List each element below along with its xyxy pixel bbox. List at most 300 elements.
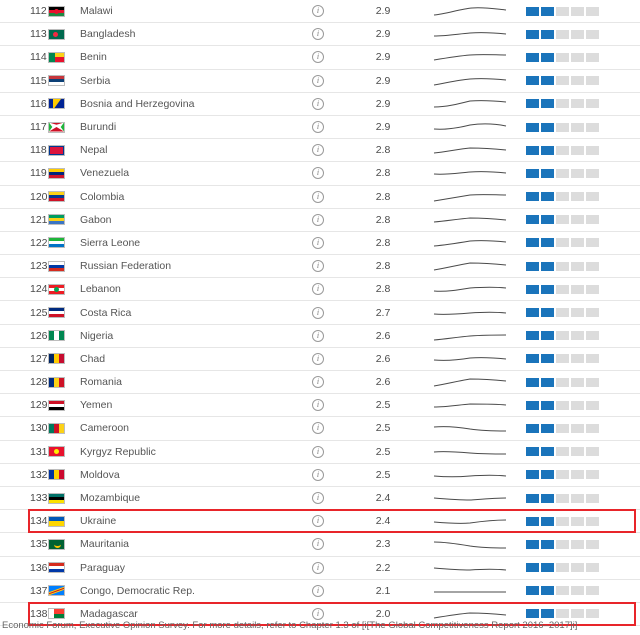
trend-sparkline bbox=[420, 513, 520, 529]
rating-bar-segment bbox=[571, 262, 584, 271]
rating-bar-segment bbox=[571, 401, 584, 410]
country-flag-icon bbox=[48, 377, 65, 388]
table-row[interactable] bbox=[0, 510, 640, 533]
trend-sparkline bbox=[420, 328, 520, 344]
rating-bar-segment bbox=[556, 53, 569, 62]
rank-cell: 134 bbox=[30, 515, 48, 528]
rating-bar-segment bbox=[556, 563, 569, 572]
rating-bar-segment bbox=[556, 401, 569, 410]
rating-bar-segment bbox=[586, 517, 599, 526]
rating-bars bbox=[520, 215, 640, 224]
score-value-cell: 2.9 bbox=[375, 97, 391, 110]
flag-cell bbox=[48, 516, 76, 527]
trend-sparkline bbox=[420, 536, 520, 552]
flag-cell bbox=[48, 608, 76, 619]
info-icon[interactable]: i bbox=[312, 562, 324, 574]
flag-cell bbox=[48, 493, 76, 504]
info-icon[interactable]: i bbox=[312, 51, 324, 63]
table-row[interactable] bbox=[0, 209, 640, 232]
info-icon[interactable]: i bbox=[312, 330, 324, 342]
flag-cell bbox=[48, 469, 76, 480]
rating-bar-segment bbox=[586, 76, 599, 85]
rating-bars bbox=[520, 609, 640, 618]
country-name-cell[interactable]: Lebanon bbox=[80, 283, 121, 296]
rating-bar-segment bbox=[541, 401, 554, 410]
flag-cell bbox=[48, 29, 76, 40]
footer-note: Economic Forum, Executive Opinion Survey. For more details, refer to Chapter 1.3 of [i[The Global Competitiveness Report 2016–2017]i] bbox=[2, 620, 578, 631]
rating-bar-segment bbox=[541, 7, 554, 16]
info-cell bbox=[290, 585, 346, 597]
rating-bar-segment bbox=[541, 517, 554, 526]
info-icon[interactable]: i bbox=[312, 191, 324, 203]
country-name-cell[interactable]: Costa Rica bbox=[80, 306, 132, 319]
info-cell bbox=[290, 399, 346, 411]
rating-bar-segment bbox=[571, 53, 584, 62]
country-name-cell[interactable]: Serbia bbox=[80, 74, 111, 87]
country-name-cell[interactable]: Ukraine bbox=[80, 515, 117, 528]
info-icon[interactable]: i bbox=[312, 492, 324, 504]
rating-bar-segment bbox=[586, 53, 599, 62]
score-value-cell: 2.9 bbox=[375, 121, 391, 134]
rank-cell: 132 bbox=[30, 468, 48, 481]
info-icon[interactable]: i bbox=[312, 307, 324, 319]
trend-sparkline bbox=[420, 189, 520, 205]
flag-cell bbox=[48, 237, 76, 248]
rating-bar-segment bbox=[556, 215, 569, 224]
rating-bars bbox=[520, 517, 640, 526]
rating-bar-segment bbox=[541, 494, 554, 503]
rating-bar-segment bbox=[541, 99, 554, 108]
rating-bar-segment bbox=[526, 401, 539, 410]
country-flag-icon bbox=[48, 469, 65, 480]
table-row[interactable] bbox=[0, 325, 640, 348]
info-cell bbox=[290, 469, 346, 481]
info-cell bbox=[290, 75, 346, 87]
rating-bars bbox=[520, 378, 640, 387]
country-flag-icon bbox=[48, 284, 65, 295]
table-row[interactable] bbox=[0, 301, 640, 324]
info-cell bbox=[290, 214, 346, 226]
info-cell bbox=[290, 144, 346, 156]
trend-sparkline bbox=[420, 420, 520, 436]
flag-cell bbox=[48, 6, 76, 17]
rating-bar-segment bbox=[526, 30, 539, 39]
rank-cell: 115 bbox=[30, 74, 47, 87]
score-value-cell: 2.6 bbox=[375, 376, 391, 389]
trend-sparkline bbox=[420, 165, 520, 181]
country-name-cell[interactable]: Nigeria bbox=[80, 329, 114, 342]
rating-bar-segment bbox=[556, 30, 569, 39]
rating-bar-segment bbox=[571, 354, 584, 363]
country-name-cell[interactable]: Yemen bbox=[80, 399, 113, 412]
info-icon[interactable]: i bbox=[312, 376, 324, 388]
score-value-cell: 2.6 bbox=[375, 352, 391, 365]
rating-bar-segment bbox=[541, 331, 554, 340]
rating-bar-segment bbox=[541, 308, 554, 317]
rating-bar-segment bbox=[571, 146, 584, 155]
country-flag-icon bbox=[48, 168, 65, 179]
rank-cell: 122 bbox=[30, 236, 48, 249]
rank-cell: 128 bbox=[30, 376, 48, 389]
rating-bar-segment bbox=[571, 563, 584, 572]
info-icon[interactable]: i bbox=[312, 538, 324, 550]
rating-bar-segment bbox=[556, 99, 569, 108]
country-flag-icon bbox=[48, 353, 65, 364]
country-flag-icon bbox=[48, 330, 65, 341]
rating-bars bbox=[520, 285, 640, 294]
rating-bar-segment bbox=[526, 354, 539, 363]
rating-bar-segment bbox=[541, 424, 554, 433]
country-name-cell[interactable]: Cameroon bbox=[80, 422, 130, 435]
rating-bar-segment bbox=[586, 447, 599, 456]
info-icon[interactable]: i bbox=[312, 399, 324, 411]
rating-bar-segment bbox=[526, 7, 539, 16]
rating-bar-segment bbox=[571, 517, 584, 526]
flag-cell bbox=[48, 168, 76, 179]
table-row[interactable] bbox=[0, 70, 640, 93]
info-icon[interactable]: i bbox=[312, 422, 324, 434]
rating-bar-segment bbox=[571, 76, 584, 85]
info-icon[interactable]: i bbox=[312, 469, 324, 481]
flag-cell bbox=[48, 284, 76, 295]
rating-bars bbox=[520, 7, 640, 16]
country-name-cell[interactable]: Colombia bbox=[80, 190, 125, 203]
rating-bar-segment bbox=[571, 192, 584, 201]
rating-bar-segment bbox=[556, 123, 569, 132]
info-icon[interactable]: i bbox=[312, 75, 324, 87]
rating-bar-segment bbox=[556, 517, 569, 526]
flag-cell bbox=[48, 562, 76, 573]
rating-bar-segment bbox=[526, 308, 539, 317]
rating-bar-segment bbox=[586, 331, 599, 340]
rating-bars bbox=[520, 331, 640, 340]
rating-bar-segment bbox=[586, 215, 599, 224]
trend-sparkline bbox=[420, 583, 520, 599]
table-row[interactable] bbox=[0, 394, 640, 417]
info-icon[interactable]: i bbox=[312, 260, 324, 272]
rating-bar-segment bbox=[526, 76, 539, 85]
trend-sparkline bbox=[420, 212, 520, 228]
info-cell bbox=[290, 353, 346, 365]
rating-bar-segment bbox=[586, 169, 599, 178]
info-icon[interactable]: i bbox=[312, 283, 324, 295]
rating-bar-segment bbox=[556, 609, 569, 618]
rating-bar-segment bbox=[556, 331, 569, 340]
rating-bars bbox=[520, 123, 640, 132]
country-flag-icon bbox=[48, 98, 65, 109]
table-row[interactable] bbox=[0, 278, 640, 301]
trend-sparkline bbox=[420, 235, 520, 251]
rating-bar-segment bbox=[571, 169, 584, 178]
table-row[interactable] bbox=[0, 232, 640, 255]
rating-bars bbox=[520, 238, 640, 247]
rank-cell: 113 bbox=[30, 28, 47, 41]
trend-sparkline bbox=[420, 444, 520, 460]
table-row[interactable] bbox=[0, 162, 640, 185]
rating-bar-segment bbox=[586, 494, 599, 503]
info-icon[interactable]: i bbox=[312, 515, 324, 527]
score-value-cell: 2.8 bbox=[375, 283, 391, 296]
table-row[interactable] bbox=[0, 186, 640, 209]
rating-bar-segment bbox=[556, 262, 569, 271]
rating-bar-segment bbox=[571, 424, 584, 433]
rating-bars bbox=[520, 53, 640, 62]
rating-bar-segment bbox=[526, 123, 539, 132]
table-row[interactable] bbox=[0, 464, 640, 487]
rating-bar-segment bbox=[586, 378, 599, 387]
info-cell bbox=[290, 422, 346, 434]
table-row[interactable] bbox=[0, 0, 640, 23]
rating-bars bbox=[520, 401, 640, 410]
info-icon[interactable]: i bbox=[312, 28, 324, 40]
country-name-cell[interactable]: Burundi bbox=[80, 121, 117, 134]
info-cell bbox=[290, 330, 346, 342]
country-flag-icon bbox=[48, 539, 65, 550]
trend-sparkline bbox=[420, 281, 520, 297]
info-icon[interactable]: i bbox=[312, 98, 324, 110]
score-value-cell: 2.9 bbox=[375, 51, 391, 64]
info-icon[interactable]: i bbox=[312, 121, 324, 133]
country-name-cell[interactable]: Nepal bbox=[80, 144, 108, 157]
trend-sparkline bbox=[420, 490, 520, 506]
info-cell bbox=[290, 237, 346, 249]
rank-cell: 131 bbox=[30, 445, 48, 458]
rating-bars bbox=[520, 586, 640, 595]
rating-bars bbox=[520, 262, 640, 271]
rating-bar-segment bbox=[541, 30, 554, 39]
info-cell bbox=[290, 260, 346, 272]
rating-bars bbox=[520, 192, 640, 201]
trend-sparkline bbox=[420, 26, 520, 42]
info-icon[interactable]: i bbox=[312, 446, 324, 458]
country-name-cell[interactable]: Congo, Democratic Rep. bbox=[80, 584, 195, 597]
score-value-cell: 2.0 bbox=[375, 607, 391, 620]
rating-bar-segment bbox=[556, 146, 569, 155]
table-row[interactable] bbox=[0, 487, 640, 510]
rating-bar-segment bbox=[541, 563, 554, 572]
rating-bar-segment bbox=[586, 470, 599, 479]
info-icon[interactable]: i bbox=[312, 167, 324, 179]
country-name-cell[interactable]: Paraguay bbox=[80, 561, 125, 574]
flag-cell bbox=[48, 539, 76, 550]
country-flag-icon bbox=[48, 400, 65, 411]
table-row[interactable] bbox=[0, 93, 640, 116]
info-cell bbox=[290, 376, 346, 388]
info-cell bbox=[290, 5, 346, 17]
country-flag-icon bbox=[48, 191, 65, 202]
flag-cell bbox=[48, 585, 76, 596]
country-flag-icon bbox=[48, 261, 65, 272]
rating-bar-segment bbox=[556, 7, 569, 16]
rating-bar-segment bbox=[556, 540, 569, 549]
info-icon[interactable]: i bbox=[312, 353, 324, 365]
country-flag-icon bbox=[48, 6, 65, 17]
info-cell bbox=[290, 515, 346, 527]
score-value-cell: 2.2 bbox=[375, 561, 391, 574]
info-cell bbox=[290, 538, 346, 550]
score-value-cell: 2.5 bbox=[375, 422, 391, 435]
flag-cell bbox=[48, 75, 76, 86]
rating-bar-segment bbox=[586, 7, 599, 16]
country-flag-icon bbox=[48, 122, 65, 133]
country-name-cell[interactable]: Moldova bbox=[80, 468, 120, 481]
table-row[interactable] bbox=[0, 46, 640, 69]
info-icon[interactable]: i bbox=[312, 237, 324, 249]
score-value-cell: 2.8 bbox=[375, 236, 391, 249]
rating-bar-segment bbox=[586, 563, 599, 572]
rating-bar-segment bbox=[571, 447, 584, 456]
table-row[interactable] bbox=[0, 417, 640, 440]
country-name-cell[interactable]: Bangladesh bbox=[80, 28, 136, 41]
rating-bar-segment bbox=[586, 354, 599, 363]
rank-cell: 120 bbox=[30, 190, 48, 203]
score-value-cell: 2.8 bbox=[375, 213, 391, 226]
score-value-cell: 2.8 bbox=[375, 260, 391, 273]
rank-cell: 138 bbox=[30, 607, 48, 620]
rating-bar-segment bbox=[586, 424, 599, 433]
table-row[interactable] bbox=[0, 441, 640, 464]
rating-bar-segment bbox=[571, 285, 584, 294]
rating-bar-segment bbox=[526, 540, 539, 549]
rating-bar-segment bbox=[556, 76, 569, 85]
rating-bar-segment bbox=[526, 285, 539, 294]
rating-bar-segment bbox=[526, 378, 539, 387]
rank-cell: 125 bbox=[30, 306, 48, 319]
table-row[interactable] bbox=[0, 23, 640, 46]
rating-bar-segment bbox=[586, 540, 599, 549]
rating-bar-segment bbox=[571, 123, 584, 132]
rating-bars bbox=[520, 563, 640, 572]
score-value-cell: 2.9 bbox=[375, 74, 391, 87]
info-cell bbox=[290, 28, 346, 40]
country-flag-icon bbox=[48, 493, 65, 504]
score-value-cell: 2.7 bbox=[375, 306, 391, 319]
info-cell bbox=[290, 283, 346, 295]
info-icon[interactable]: i bbox=[312, 5, 324, 17]
flag-cell bbox=[48, 330, 76, 341]
table-row[interactable] bbox=[0, 580, 640, 603]
rating-bar-segment bbox=[556, 354, 569, 363]
info-icon[interactable]: i bbox=[312, 214, 324, 226]
rating-bar-segment bbox=[556, 470, 569, 479]
rating-bar-segment bbox=[526, 331, 539, 340]
rating-bar-segment bbox=[571, 609, 584, 618]
info-cell bbox=[290, 446, 346, 458]
rating-bar-segment bbox=[541, 540, 554, 549]
country-flag-icon bbox=[48, 585, 65, 596]
rating-bar-segment bbox=[556, 586, 569, 595]
rating-bars bbox=[520, 76, 640, 85]
rating-bar-segment bbox=[571, 99, 584, 108]
trend-sparkline bbox=[420, 49, 520, 65]
rating-bar-segment bbox=[541, 192, 554, 201]
country-name-cell[interactable]: Kyrgyz Republic bbox=[80, 445, 156, 458]
rank-cell: 116 bbox=[30, 97, 47, 110]
rating-bars bbox=[520, 146, 640, 155]
country-name-cell[interactable]: Venezuela bbox=[80, 167, 130, 180]
trend-sparkline bbox=[420, 467, 520, 483]
flag-cell bbox=[48, 423, 76, 434]
rating-bar-segment bbox=[526, 494, 539, 503]
rating-bar-segment bbox=[586, 586, 599, 595]
table-row[interactable] bbox=[0, 139, 640, 162]
rating-bars bbox=[520, 30, 640, 39]
country-name-cell[interactable]: Benin bbox=[80, 51, 107, 64]
score-value-cell: 2.9 bbox=[375, 5, 391, 18]
country-name-cell[interactable]: Mozambique bbox=[80, 492, 141, 505]
flag-cell bbox=[48, 145, 76, 156]
country-name-cell[interactable]: Chad bbox=[80, 352, 106, 365]
flag-cell bbox=[48, 214, 76, 225]
table-row[interactable] bbox=[0, 116, 640, 139]
info-icon[interactable]: i bbox=[312, 608, 324, 620]
rank-cell: 117 bbox=[30, 121, 47, 134]
trend-sparkline bbox=[420, 397, 520, 413]
rating-bar-segment bbox=[541, 447, 554, 456]
rank-cell: 118 bbox=[30, 144, 47, 157]
country-name-cell[interactable]: Madagascar bbox=[80, 607, 138, 620]
rank-cell: 127 bbox=[30, 352, 48, 365]
rating-bar-segment bbox=[541, 586, 554, 595]
rating-bar-segment bbox=[541, 285, 554, 294]
rating-bar-segment bbox=[526, 238, 539, 247]
country-name-cell[interactable]: Gabon bbox=[80, 213, 112, 226]
country-name-cell[interactable]: Sierra Leone bbox=[80, 236, 141, 249]
rating-bar-segment bbox=[541, 262, 554, 271]
rating-bar-segment bbox=[541, 354, 554, 363]
table-row[interactable] bbox=[0, 255, 640, 278]
table-row[interactable] bbox=[0, 371, 640, 394]
table-row[interactable] bbox=[0, 533, 640, 556]
info-cell bbox=[290, 562, 346, 574]
country-flag-icon bbox=[48, 145, 65, 156]
info-cell bbox=[290, 191, 346, 203]
rating-bar-segment bbox=[541, 609, 554, 618]
country-name-cell[interactable]: Malawi bbox=[80, 5, 113, 18]
trend-sparkline bbox=[420, 3, 520, 19]
rating-bar-segment bbox=[586, 285, 599, 294]
score-value-cell: 2.8 bbox=[375, 167, 391, 180]
rating-bars bbox=[520, 354, 640, 363]
info-cell bbox=[290, 98, 346, 110]
rating-bar-segment bbox=[526, 470, 539, 479]
rank-cell: 135 bbox=[30, 538, 48, 551]
country-name-cell[interactable]: Romania bbox=[80, 376, 123, 389]
rating-bar-segment bbox=[541, 123, 554, 132]
flag-cell bbox=[48, 98, 76, 109]
country-name-cell[interactable]: Mauritania bbox=[80, 538, 130, 551]
info-icon[interactable]: i bbox=[312, 144, 324, 156]
info-icon[interactable]: i bbox=[312, 585, 324, 597]
table-row[interactable] bbox=[0, 557, 640, 580]
rating-bar-segment bbox=[556, 424, 569, 433]
flag-cell bbox=[48, 191, 76, 202]
rating-bar-segment bbox=[541, 470, 554, 479]
country-flag-icon bbox=[48, 29, 65, 40]
country-name-cell[interactable]: Bosnia and Herzegovina bbox=[80, 97, 195, 110]
rating-bar-segment bbox=[556, 285, 569, 294]
country-name-cell[interactable]: Russian Federation bbox=[80, 260, 172, 273]
rating-bar-segment bbox=[571, 470, 584, 479]
rating-bar-segment bbox=[541, 76, 554, 85]
score-value-cell: 2.8 bbox=[375, 190, 391, 203]
score-value-cell: 2.4 bbox=[375, 515, 391, 528]
rating-bar-segment bbox=[526, 424, 539, 433]
rating-bar-segment bbox=[526, 586, 539, 595]
score-value-cell: 2.9 bbox=[375, 28, 391, 41]
trend-sparkline bbox=[420, 258, 520, 274]
table-row[interactable] bbox=[0, 348, 640, 371]
